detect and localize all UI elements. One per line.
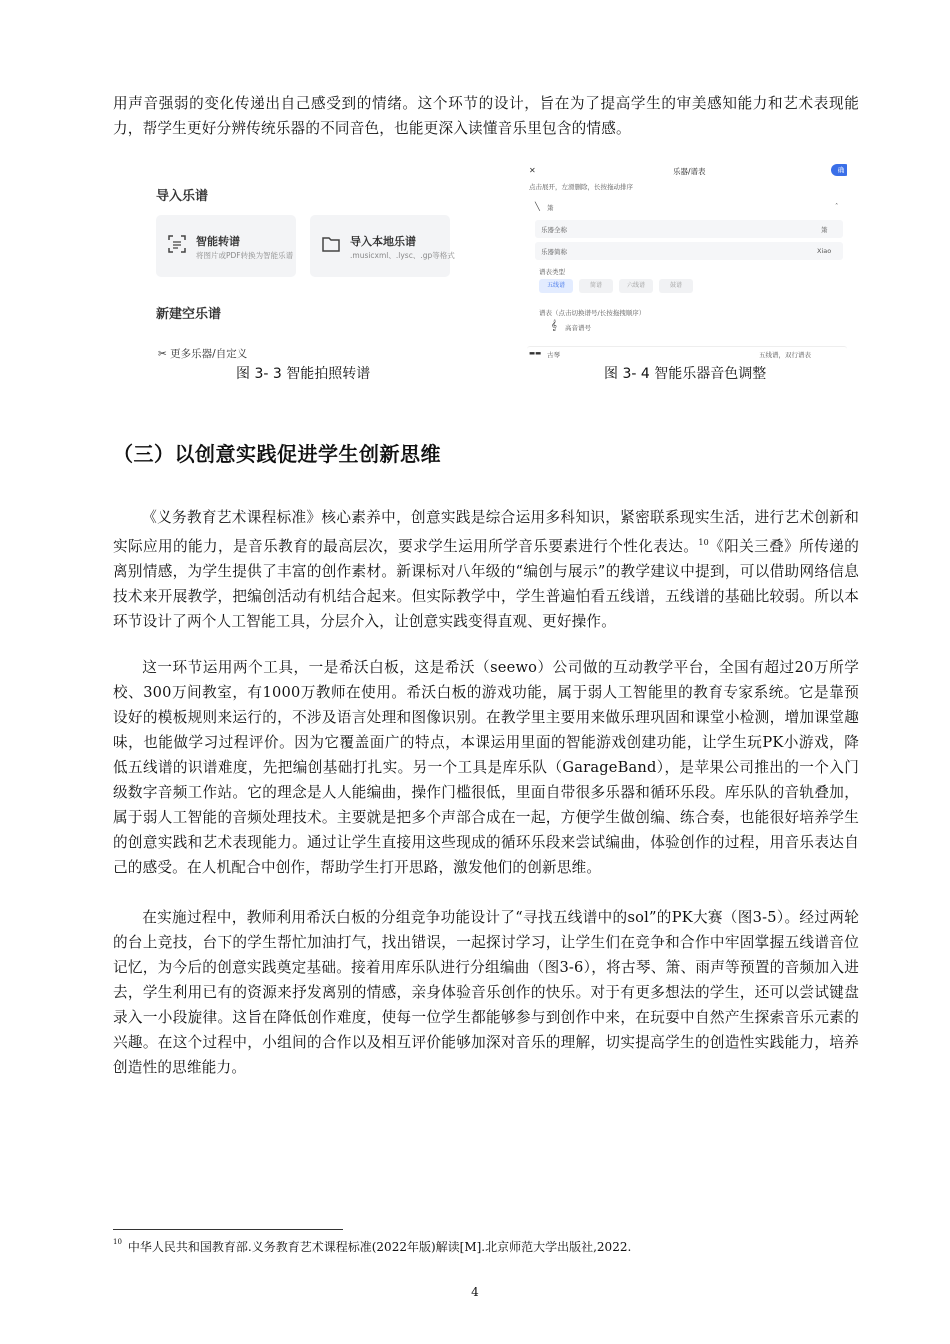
flute-icon: ╲ <box>535 202 540 211</box>
chip-tab[interactable]: 六线谱 <box>619 279 653 293</box>
instrument-tone-screenshot <box>527 160 847 363</box>
full-name-label: 乐器全称 <box>541 226 567 234</box>
smart-transcribe-card[interactable] <box>156 215 296 277</box>
short-name-row[interactable] <box>535 242 843 260</box>
instrument-name: 箫 <box>547 204 554 212</box>
instrument-header-row[interactable] <box>535 198 843 216</box>
intro-paragraph: 用声音强弱的变化传递出自己感受到的情绪。这个环节的设计，旨在为了提高学生的审美感知能力和艺术表现能力，帮学生更好分辨传统乐器的不同音色，也能更深入读懂音乐里包含的情感。 <box>113 95 859 137</box>
chip-drum[interactable]: 鼓谱 <box>659 279 693 293</box>
footnote-divider <box>113 1229 343 1230</box>
staff-label: 谱表（点击切换谱号/长按拖拽顺序） <box>539 309 646 317</box>
smart-transcribe-subtitle: 将图片或PDF转换为智能乐谱 <box>196 251 294 260</box>
bottom-left-label: 古琴 <box>547 351 560 359</box>
more-instruments-label: 更多乐器/自定义 <box>170 348 248 360</box>
footnote-number: 10 <box>113 1238 122 1246</box>
panel-title: 乐器/谱表 <box>673 167 706 176</box>
bottom-bar <box>527 346 847 361</box>
treble-clef-icon: 𝄞 <box>551 320 557 331</box>
paragraph-tools: 这一环节运用两个工具，一是希沃白板，这是希沃（seewo）公司做的互动教学平台，全国有超过20万所学校、300万间教室，有1000万教师在使用。希沃白板的游戏功能，属于弱人工智能里的教育专家系统。它是靠预设好的模板规则来运行的，不涉及语言处理和图像识别。在教学里主要用来做乐理巩固和课堂小检测，增加课堂趣味，也能做学习过程评价。因为它覆盖面广的特点，本课运用里面的智能游戏创建功能，让学生玩PK小游戏，降低五线谱的识谱难度，先把编创基础打扎实。另一个工具是库乐队（GarageBand），是苹果公司推出的一个入门级数字音频工作站。它的理念是人人能编曲，操作门槛很低，里面自带很多乐器和循环乐段。库乐队的音轨叠加，属于弱人工智能的音频处理技术。主要就是把多个声部合成在一起，方便学生做创编、练合奏，也能很好培养学生的创意实践和艺术表现能力。通过让学生直接用这些现成的循环乐段来尝试编曲，体验创作的过程，用音乐表达自己的感受。在人机配合中创作，帮助学生打开思路，激发他们的创新思维。 <box>113 659 859 876</box>
figure-3-3-caption: 图 3- 3 智能拍照转谱 <box>236 366 371 382</box>
smart-transcribe-title: 智能转谱 <box>196 235 240 248</box>
paragraph-implementation: 在实施过程中，教师利用希沃白板的分组竞争功能设计了“寻找五线谱中的sol”的PK大赛（图3-5）。经过两轮的台上竞技，台下的学生帮忙加油打气，找出错误，一起探讨学习，让学生们在竞争和合作中牢固掌握五线谱音位记忆，为今后的创意实践奠定基础。接着用库乐队进行分组编曲（图3-6），将古琴、箫、雨声等预置的音频加入进去，学生利用已有的资源来抒发离别的情感，亲身体验音乐创作的快乐。对于有更多想法的学生，还可以尝试键盘录入一小段旋律。这旨在降低创作难度，使每一位学生都能够参与到创作中来，在玩耍中自然产生探索音乐元素的兴趣。在这个过程中，小组间的合作以及相互评价能够加深对音乐的理解，切实提高学生的创造性实践能力，培养创造性的思维能力。 <box>113 909 859 1076</box>
figure-3-4-caption: 图 3- 4 智能乐器音色调整 <box>604 366 767 382</box>
chevron-up-icon[interactable]: ˄ <box>835 202 839 210</box>
short-name-value: Xiao <box>817 247 832 255</box>
new-score-title[interactable]: 新建空乐谱 <box>156 307 222 322</box>
panel-hint: 点击展开，左滑删除，长按拖动排序 <box>529 183 633 191</box>
smart-transcription-screenshot <box>148 163 470 361</box>
import-score-title: 导入乐谱 <box>156 189 209 204</box>
import-local-card[interactable] <box>310 215 455 277</box>
short-name-label: 乐器简称 <box>541 248 567 256</box>
chip-staff[interactable]: 五线谱 <box>539 279 573 293</box>
scan-icon <box>168 235 186 253</box>
section-heading: （三）以创意实践促进学生创新思维 <box>113 442 441 466</box>
more-instruments-link[interactable] <box>158 346 247 361</box>
guqin-icon: ▬▬ <box>529 349 542 357</box>
footnote <box>113 1238 631 1255</box>
footnote-ref[interactable]: 10 <box>698 538 709 547</box>
bottom-right-label: 五线谱，双行谱表 <box>759 351 811 359</box>
chip-numbered[interactable]: 简谱 <box>579 279 613 293</box>
staff-type-label: 谱表类型 <box>539 268 565 276</box>
footnote-text: 中华人民共和国教育部.义务教育艺术课程标准(2022年版)解读[M].北京师范大学出版社,2022. <box>127 1240 632 1254</box>
confirm-button[interactable]: 确 <box>831 164 847 176</box>
full-name-row[interactable] <box>535 220 843 238</box>
paragraph-1-text-b: 《阳关三叠》所传递的离别情感，为学生提供了丰富的创作素材。新课标对八年级的“编创与展示”的教学建议中提到，可以借助网络信息技术来开展教学，把编创活动有机结合起来。但实际教学中，学生普遍怕看五线谱，五线谱的基础比较弱。所以本环节设计了两个人工智能工具，分层介入，让创意实践变得直观、更好操作。 <box>113 537 859 630</box>
paragraph-creative-practice <box>113 505 859 634</box>
full-name-value: 箫 <box>821 226 828 234</box>
close-icon[interactable]: ✕ <box>529 166 536 175</box>
folder-icon <box>322 235 340 253</box>
import-local-title: 导入本地乐谱 <box>350 235 416 248</box>
clef-label[interactable]: 高音谱号 <box>565 324 591 332</box>
tools-icon: ✂ <box>158 348 167 360</box>
import-local-subtitle: .musicxml、.lysc、.gp等格式 <box>350 251 455 260</box>
page-number: 4 <box>471 1285 479 1299</box>
paragraph-1-text-a: 《义务教育艺术课程标准》核心素养中，创意实践是综合运用多科知识，紧密联系现实生活，进行艺术创新和实际应用的能力，是音乐教育的最高层次，要求学生运用所学音乐要素进行个性化表达。 <box>113 509 859 555</box>
